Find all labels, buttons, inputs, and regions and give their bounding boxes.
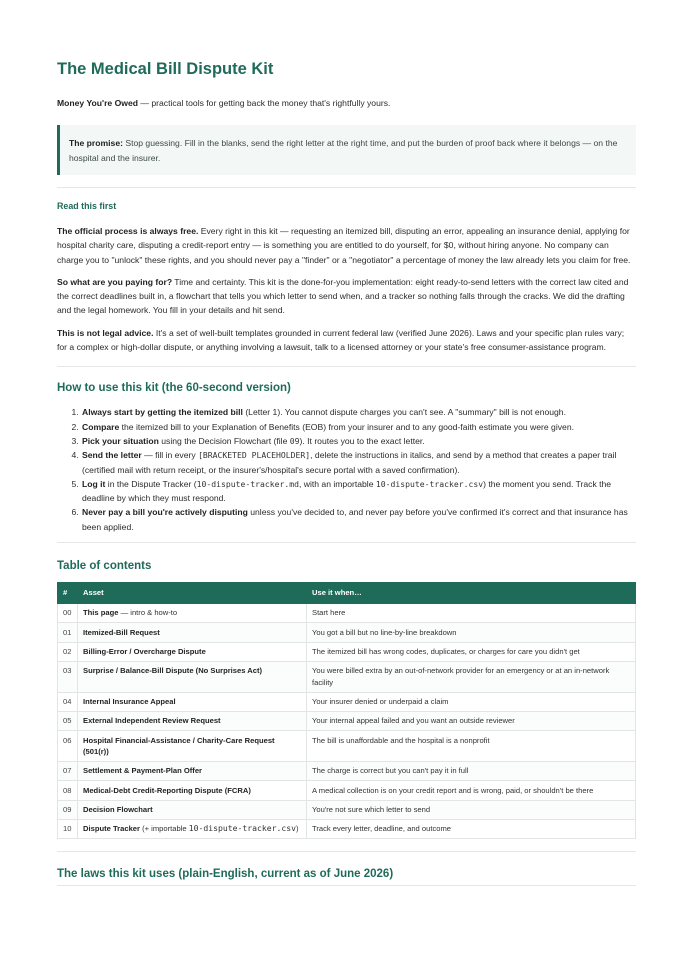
read-first-paragraph-3 bbox=[57, 326, 636, 355]
paragraph-text: Every right in this kit — requesting an itemized bill, disputing an error, appealing an insurance denial, applying for hospital charity care, disputing a credit-report entry — is something you are entitled to do yourself, for $0, without hiring anyone. No company can charge you to "unlock" these rights, and you should never pay a "finder" or a "negotiator" a percentage of money the law already lets you claim for free. bbox=[57, 226, 631, 265]
asset-name: This page bbox=[83, 608, 119, 618]
row-asset bbox=[78, 623, 307, 642]
paragraph-text: It's a set of well-built templates grounded in current federal law (verified June 2026). Laws and your specific plan rules vary; for a complex or high-dollar dispute, or anything involving a lawsuit, talk to a licensed attorney or your state's free consumer-assistance program. bbox=[57, 327, 625, 353]
asset-name: Surprise / Balance-Bill Dispute (No Surprises Act) bbox=[83, 666, 263, 676]
subtitle bbox=[57, 97, 636, 109]
table-row bbox=[58, 731, 636, 762]
placeholder-code: [BRACKETED PLACEHOLDER] bbox=[198, 450, 311, 461]
howto-step bbox=[81, 477, 636, 506]
step-bold: Send the letter bbox=[82, 450, 142, 461]
asset-name: Billing-Error / Overcharge Dispute bbox=[83, 647, 206, 656]
asset-name: Decision Flowchart bbox=[83, 804, 153, 814]
row-number: 08 bbox=[58, 781, 78, 800]
row-asset bbox=[78, 800, 307, 819]
table-row bbox=[58, 800, 636, 819]
asset-name: Medical-Debt Credit-Reporting Dispute (FCRA) bbox=[83, 785, 251, 795]
asset-note: — intro & how-to bbox=[118, 608, 178, 618]
row-asset bbox=[78, 781, 307, 800]
column-header-asset: Asset bbox=[78, 583, 307, 604]
row-use-when: You got a bill but no line-by-line breakdown bbox=[307, 623, 636, 642]
step-text: ). It routes you to the exact letter. bbox=[299, 435, 425, 446]
row-use-when: Track every letter, deadline, and outcome bbox=[307, 819, 636, 838]
step-text: in the Dispute Tracker ( bbox=[105, 478, 197, 489]
step-text: (Letter 1). You cannot dispute charges you can't see. A "summary" bill is not enough. bbox=[242, 407, 566, 418]
row-number: 03 bbox=[58, 661, 78, 692]
row-asset bbox=[78, 604, 307, 623]
asset-name: Internal Insurance Appeal bbox=[83, 697, 176, 707]
howto-step bbox=[81, 448, 636, 477]
step-bold: Never pay a bill you're actively disputing bbox=[82, 507, 248, 518]
row-use-when: A medical collection is on your credit report and is wrong, paid, or shouldn't be there bbox=[307, 781, 636, 800]
row-asset bbox=[78, 711, 307, 730]
column-header-use: Use it when… bbox=[307, 583, 636, 604]
row-use-when: The charge is correct but you can't pay it in full bbox=[307, 762, 636, 781]
row-use-when: You were billed extra by an out-of-network provider for an emergency or at an in-network facility bbox=[307, 661, 636, 692]
file-code: 10-dispute-tracker.md bbox=[196, 478, 299, 489]
asset-note: (+ importable bbox=[139, 824, 189, 834]
row-number: 09 bbox=[58, 800, 78, 819]
asset-name: Itemized-Bill Request bbox=[83, 627, 160, 637]
step-bold: Compare bbox=[82, 421, 120, 432]
step-bold: Always start by getting the itemized bill bbox=[82, 407, 243, 418]
step-text: — fill in every bbox=[141, 450, 199, 461]
toc-heading: Table of contents bbox=[57, 560, 152, 573]
howto-step bbox=[81, 420, 636, 434]
row-number: 01 bbox=[58, 623, 78, 642]
lead-bold: This is not legal advice. bbox=[57, 327, 154, 338]
howto-step bbox=[81, 405, 636, 419]
asset-name: External Independent Review Request bbox=[83, 716, 221, 726]
step-text: the itemized bill to your Explanation of Benefits (EOB) from your insurer and to any good-faith estimate you were given. bbox=[119, 421, 574, 432]
file-code: 09 bbox=[289, 435, 300, 446]
row-number: 04 bbox=[58, 692, 78, 711]
asset-name: Hospital Financial-Assistance / Charity-Care Request (501(r)) bbox=[83, 735, 275, 757]
row-number: 10 bbox=[58, 819, 78, 838]
divider bbox=[57, 542, 636, 543]
step-text: ) the moment you send. Track the deadline by which they must respond. bbox=[82, 478, 612, 504]
table-row bbox=[58, 604, 636, 623]
row-use-when: The bill is unaffordable and the hospital is a nonprofit bbox=[307, 731, 636, 762]
table-row bbox=[58, 781, 636, 800]
promise-text: Stop guessing. Fill in the blanks, send the right letter at the right time, and put the burden of proof back where it belongs — on the hospital and the insurer. bbox=[69, 138, 618, 163]
table-row bbox=[58, 661, 636, 692]
table-row bbox=[58, 642, 636, 661]
row-asset bbox=[78, 819, 307, 838]
asset-name: Settlement & Payment-Plan Offer bbox=[83, 766, 202, 776]
page-title: The Medical Bill Dispute Kit bbox=[57, 60, 274, 78]
lead-bold: So what are you paying for? bbox=[57, 276, 173, 287]
step-text: unless you've decided to, and never pay before you've confirmed it's correct and that insurance has been applied. bbox=[82, 507, 628, 532]
step-bold: Pick your situation bbox=[82, 435, 159, 446]
divider bbox=[57, 851, 636, 852]
row-use-when: Your internal appeal failed and you want an outside reviewer bbox=[307, 711, 636, 730]
row-use-when: The itemized bill has wrong codes, duplicates, or charges for care you didn't get bbox=[307, 642, 636, 661]
howto-step bbox=[81, 434, 636, 448]
row-use-when: Start here bbox=[307, 604, 636, 623]
asset-note: ) bbox=[295, 824, 299, 834]
howto-step bbox=[81, 505, 636, 534]
table-row bbox=[58, 762, 636, 781]
table-row bbox=[58, 623, 636, 642]
paragraph-text: Time and certainty. This kit is the done-for-you implementation: eight ready-to-send letters with the correct law cited and the correct deadlines built in, a flowchart that tells you which letter to send when, and a tracker so nothing falls through the cracks. We did the drafting and the legal homework. You fill in your details and hit send. bbox=[57, 276, 629, 316]
lead-bold: The official process is always free. bbox=[57, 226, 199, 236]
howto-heading: How to use this kit (the 60-second version) bbox=[57, 382, 291, 395]
file-code: 10-dispute-tracker.csv bbox=[188, 823, 296, 834]
row-number: 00 bbox=[58, 604, 78, 623]
divider bbox=[57, 885, 636, 886]
read-first-paragraph-2 bbox=[57, 275, 636, 318]
row-asset bbox=[78, 692, 307, 711]
divider bbox=[57, 366, 636, 367]
row-number: 07 bbox=[58, 762, 78, 781]
row-asset bbox=[78, 661, 307, 692]
row-asset bbox=[78, 762, 307, 781]
howto-steps-list bbox=[57, 405, 636, 534]
asset-name: Dispute Tracker bbox=[83, 824, 140, 834]
row-number: 05 bbox=[58, 711, 78, 730]
step-text: using the Decision Flowchart (file bbox=[158, 435, 290, 446]
table-row bbox=[58, 819, 636, 838]
promise-label: The promise: bbox=[69, 138, 123, 148]
toc-body bbox=[58, 604, 636, 839]
step-text: , delete the instructions in italics, and send by a method that creates a paper trail (certified mail with return receipt, or the insurer's/hospital's secure portal with a saved confirmation). bbox=[82, 450, 617, 475]
table-row bbox=[58, 692, 636, 711]
row-asset bbox=[78, 642, 307, 661]
read-first-heading: Read this first bbox=[57, 201, 117, 211]
table-row bbox=[58, 711, 636, 730]
toc-header-row bbox=[58, 583, 636, 604]
row-number: 02 bbox=[58, 642, 78, 661]
step-text: , with an importable bbox=[298, 478, 376, 489]
divider bbox=[57, 187, 636, 188]
toc-table bbox=[57, 582, 636, 839]
column-header-number: # bbox=[58, 583, 78, 604]
step-bold: Log it bbox=[82, 478, 106, 489]
subtitle-brand: Money You're Owed bbox=[57, 98, 138, 108]
row-asset bbox=[78, 731, 307, 762]
row-number: 06 bbox=[58, 731, 78, 762]
row-use-when: Your insurer denied or underpaid a claim bbox=[307, 692, 636, 711]
subtitle-text: — practical tools for getting back the money that's rightfully yours. bbox=[138, 98, 391, 108]
file-code: 10-dispute-tracker.csv bbox=[375, 478, 484, 489]
laws-heading: The laws this kit uses (plain-English, current as of June 2026) bbox=[57, 868, 394, 881]
read-first-paragraph-1 bbox=[57, 224, 636, 267]
promise-callout bbox=[57, 125, 636, 175]
row-use-when: You're not sure which letter to send bbox=[307, 800, 636, 819]
